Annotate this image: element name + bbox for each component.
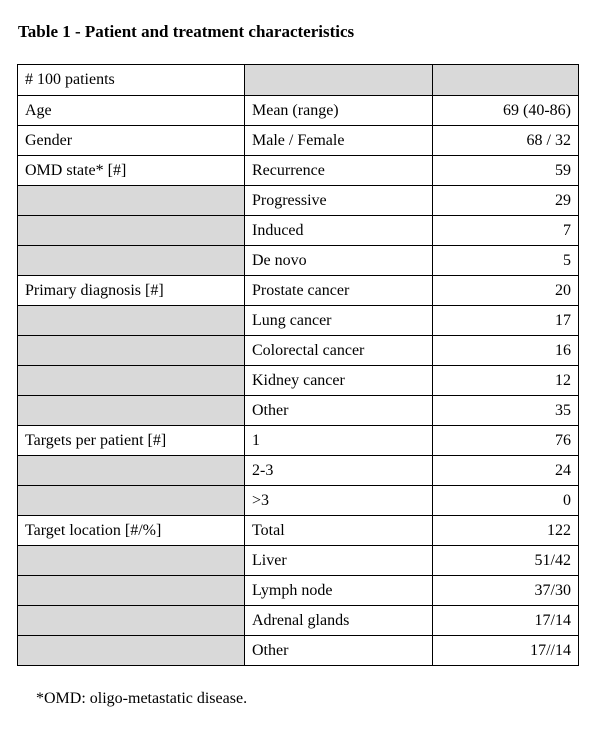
value-cell: 76 [433,426,579,456]
table-row [18,606,579,636]
subcategory-cell: Lymph node [245,576,433,606]
subcategory-cell: Progressive [245,186,433,216]
subcategory-cell: 2-3 [245,456,433,486]
table-row [18,276,579,306]
category-cell: Primary diagnosis [#] [18,276,245,306]
category-cell: Target location [#/%] [18,516,245,546]
table-row [18,336,579,366]
category-cell-empty [18,606,245,636]
table-row [18,306,579,336]
value-cell: 29 [433,186,579,216]
header-cell-empty [433,65,579,96]
subcategory-cell: Kidney cancer [245,366,433,396]
value-cell: 69 (40-86) [433,96,579,126]
table-row [18,486,579,516]
subcategory-cell: Liver [245,546,433,576]
table-row [18,186,579,216]
value-cell: 12 [433,366,579,396]
table-row [18,156,579,186]
table-body [18,65,579,666]
header-cell-empty [245,65,433,96]
table-row [18,126,579,156]
category-cell-empty [18,306,245,336]
value-cell: 24 [433,456,579,486]
value-cell: 5 [433,246,579,276]
table-row [18,546,579,576]
table-row [18,426,579,456]
table-footnote: *OMD: oligo-metastatic disease. [36,690,248,707]
value-cell: 0 [433,486,579,516]
category-cell-empty [18,576,245,606]
category-cell-empty [18,456,245,486]
category-cell: Targets per patient [#] [18,426,245,456]
table-row [18,216,579,246]
value-cell: 17//14 [433,636,579,666]
patient-characteristics-table [17,64,579,666]
table-row [18,636,579,666]
subcategory-cell: Adrenal glands [245,606,433,636]
subcategory-cell: Mean (range) [245,96,433,126]
subcategory-cell: Other [245,396,433,426]
table-header-row [18,65,579,96]
category-cell: OMD state* [#] [18,156,245,186]
table-row [18,576,579,606]
category-cell-empty [18,546,245,576]
table-row [18,246,579,276]
subcategory-cell: Prostate cancer [245,276,433,306]
subcategory-cell: >3 [245,486,433,516]
subcategory-cell: Lung cancer [245,306,433,336]
category-cell: Gender [18,126,245,156]
table-row [18,96,579,126]
category-cell-empty [18,486,245,516]
subcategory-cell: Recurrence [245,156,433,186]
category-cell-empty [18,396,245,426]
category-cell-empty [18,216,245,246]
category-cell: Age [18,96,245,126]
category-cell-empty [18,336,245,366]
value-cell: 59 [433,156,579,186]
category-cell-empty [18,186,245,216]
value-cell: 122 [433,516,579,546]
value-cell: 51/42 [433,546,579,576]
subcategory-cell: Total [245,516,433,546]
table-row [18,456,579,486]
value-cell: 20 [433,276,579,306]
category-cell-empty [18,246,245,276]
value-cell: 7 [433,216,579,246]
subcategory-cell: Male / Female [245,126,433,156]
subcategory-cell: Other [245,636,433,666]
subcategory-cell: Colorectal cancer [245,336,433,366]
value-cell: 17/14 [433,606,579,636]
value-cell: 16 [433,336,579,366]
category-cell-empty [18,636,245,666]
value-cell: 17 [433,306,579,336]
subcategory-cell: Induced [245,216,433,246]
table-caption: Table 1 - Patient and treatment characteristics [18,22,355,41]
category-cell-empty [18,366,245,396]
table-row [18,366,579,396]
value-cell: 68 / 32 [433,126,579,156]
header-cell-patients: # 100 patients [18,65,245,96]
table-row [18,396,579,426]
table-row [18,516,579,546]
subcategory-cell: De novo [245,246,433,276]
value-cell: 37/30 [433,576,579,606]
subcategory-cell: 1 [245,426,433,456]
value-cell: 35 [433,396,579,426]
